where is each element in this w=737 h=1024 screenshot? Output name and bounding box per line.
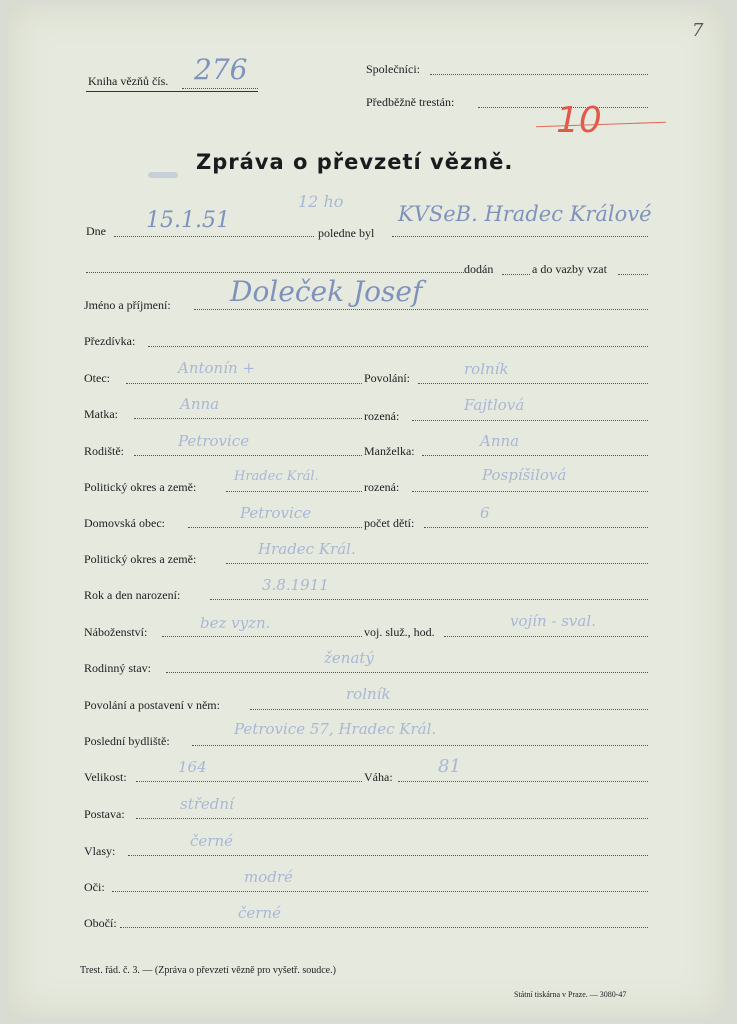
red-mark: 10 bbox=[556, 100, 602, 141]
birthplace-line bbox=[134, 455, 362, 456]
wife-born-value: Pospíšilová bbox=[482, 466, 567, 484]
page-number: 7 bbox=[692, 20, 704, 41]
name-value: Doleček Josef bbox=[230, 275, 423, 308]
mother-line bbox=[134, 418, 362, 419]
hair-value: černé bbox=[190, 832, 233, 850]
birth-label: Rok a den narození: bbox=[84, 588, 181, 602]
hair-label: Vlasy: bbox=[84, 844, 116, 858]
weight-line bbox=[398, 781, 648, 782]
by-line bbox=[392, 236, 648, 237]
form-sheet bbox=[8, 4, 724, 1018]
accomplices-line bbox=[430, 74, 648, 75]
book-line bbox=[182, 88, 258, 89]
hair-line bbox=[128, 855, 648, 856]
district2-label: Politický okres a země: bbox=[84, 552, 197, 566]
marital-value: ženatý bbox=[324, 649, 374, 667]
occupation-label: Povolání: bbox=[364, 371, 411, 385]
children-line bbox=[424, 527, 648, 528]
height-label: Velikost: bbox=[84, 770, 127, 784]
wife-label: Manželka: bbox=[364, 444, 415, 458]
accomplices-label: Společníci: bbox=[366, 62, 420, 76]
job-label: Povolání a postavení v něm: bbox=[84, 698, 220, 712]
job-value: rolník bbox=[346, 685, 391, 703]
district2-line bbox=[226, 563, 648, 564]
by-value: KVSeB. Hradec Králové bbox=[398, 202, 652, 226]
brows-value: černé bbox=[238, 904, 281, 922]
ink-smudge bbox=[148, 172, 178, 178]
book-underline bbox=[86, 91, 258, 92]
wife-value: Anna bbox=[480, 432, 520, 450]
height-line bbox=[136, 781, 362, 782]
footer-right: Státní tiskárna v Praze. — 3080-47 bbox=[514, 990, 627, 999]
nickname-line bbox=[148, 346, 648, 347]
children-value: 6 bbox=[480, 504, 490, 522]
wife-line bbox=[422, 455, 648, 456]
military-label: voj. služ., hod. bbox=[364, 625, 435, 639]
noon-label: poledne byl bbox=[318, 226, 375, 240]
hour-value: 12 ho bbox=[298, 192, 344, 211]
district2-value: Hradec Král. bbox=[258, 540, 356, 558]
page-title: Zpráva o převzetí vězně. bbox=[196, 150, 514, 174]
military-line bbox=[444, 636, 648, 637]
mother-born-label: rozená: bbox=[364, 409, 400, 423]
mother-value: Anna bbox=[180, 395, 220, 413]
residence-line bbox=[192, 745, 648, 746]
book-number: 276 bbox=[194, 53, 248, 86]
eyes-value: modré bbox=[244, 868, 293, 886]
residence-value: Petrovice 57, Hradec Král. bbox=[234, 720, 437, 738]
father-line bbox=[126, 383, 362, 384]
brows-line bbox=[120, 927, 648, 928]
day-label: Dne bbox=[86, 224, 106, 238]
book-label: Kniha vězňů čís. bbox=[88, 74, 169, 88]
delivered-line bbox=[86, 272, 464, 273]
build-label: Postava: bbox=[84, 807, 125, 821]
district1-value: Hradec Král. bbox=[234, 469, 319, 484]
occupation-line bbox=[418, 383, 648, 384]
build-line bbox=[136, 818, 648, 819]
military-value: vojín - sval. bbox=[510, 612, 596, 630]
children-label: počet dětí: bbox=[364, 516, 415, 530]
home-label: Domovská obec: bbox=[84, 516, 165, 530]
previously-punished-label: Předběžně trestán: bbox=[366, 95, 455, 109]
marital-label: Rodinný stav: bbox=[84, 661, 152, 675]
name-label: Jméno a příjmení: bbox=[84, 298, 171, 312]
delivered-label: dodán bbox=[464, 262, 494, 276]
home-line bbox=[188, 527, 362, 528]
district1-line bbox=[226, 491, 362, 492]
eyes-label: Oči: bbox=[84, 880, 105, 894]
brows-label: Obočí: bbox=[84, 916, 117, 930]
build-value: střední bbox=[180, 795, 234, 813]
mother-born-line bbox=[412, 420, 648, 421]
name-line bbox=[194, 309, 648, 310]
birth-value: 3.8.1911 bbox=[262, 576, 329, 594]
religion-line bbox=[162, 636, 362, 637]
religion-value: bez vyzn. bbox=[200, 614, 271, 632]
wife-born-label: rozená: bbox=[364, 480, 400, 494]
day-value: 15.1.51 bbox=[146, 208, 230, 233]
mother-born-value: Fajtlová bbox=[464, 396, 525, 414]
residence-label: Poslední bydliště: bbox=[84, 734, 170, 748]
eyes-line bbox=[112, 891, 648, 892]
birth-line bbox=[210, 599, 648, 600]
custody-line bbox=[618, 274, 648, 275]
father-value: Antonín + bbox=[178, 359, 256, 377]
weight-label: Váha: bbox=[364, 770, 393, 784]
day-line bbox=[114, 236, 314, 237]
height-value: 164 bbox=[178, 758, 207, 776]
birthplace-label: Rodiště: bbox=[84, 444, 125, 458]
custody-label: a do vazby vzat bbox=[532, 262, 607, 276]
footer-left: Trest. řád. č. 3. — (Zpráva o převzetí vězně pro vyšetř. soudce.) bbox=[80, 965, 336, 976]
delivered-short-line bbox=[502, 274, 530, 275]
occupation-value: rolník bbox=[464, 360, 509, 378]
weight-value: 81 bbox=[438, 756, 461, 777]
job-line bbox=[250, 709, 648, 710]
mother-label: Matka: bbox=[84, 407, 118, 421]
home-value: Petrovice bbox=[240, 504, 312, 522]
father-label: Otec: bbox=[84, 371, 110, 385]
birthplace-value: Petrovice bbox=[178, 432, 250, 450]
district1-label: Politický okres a země: bbox=[84, 480, 197, 494]
marital-line bbox=[166, 672, 648, 673]
religion-label: Náboženství: bbox=[84, 625, 148, 639]
wife-born-line bbox=[412, 491, 648, 492]
nickname-label: Přezdívka: bbox=[84, 334, 136, 348]
